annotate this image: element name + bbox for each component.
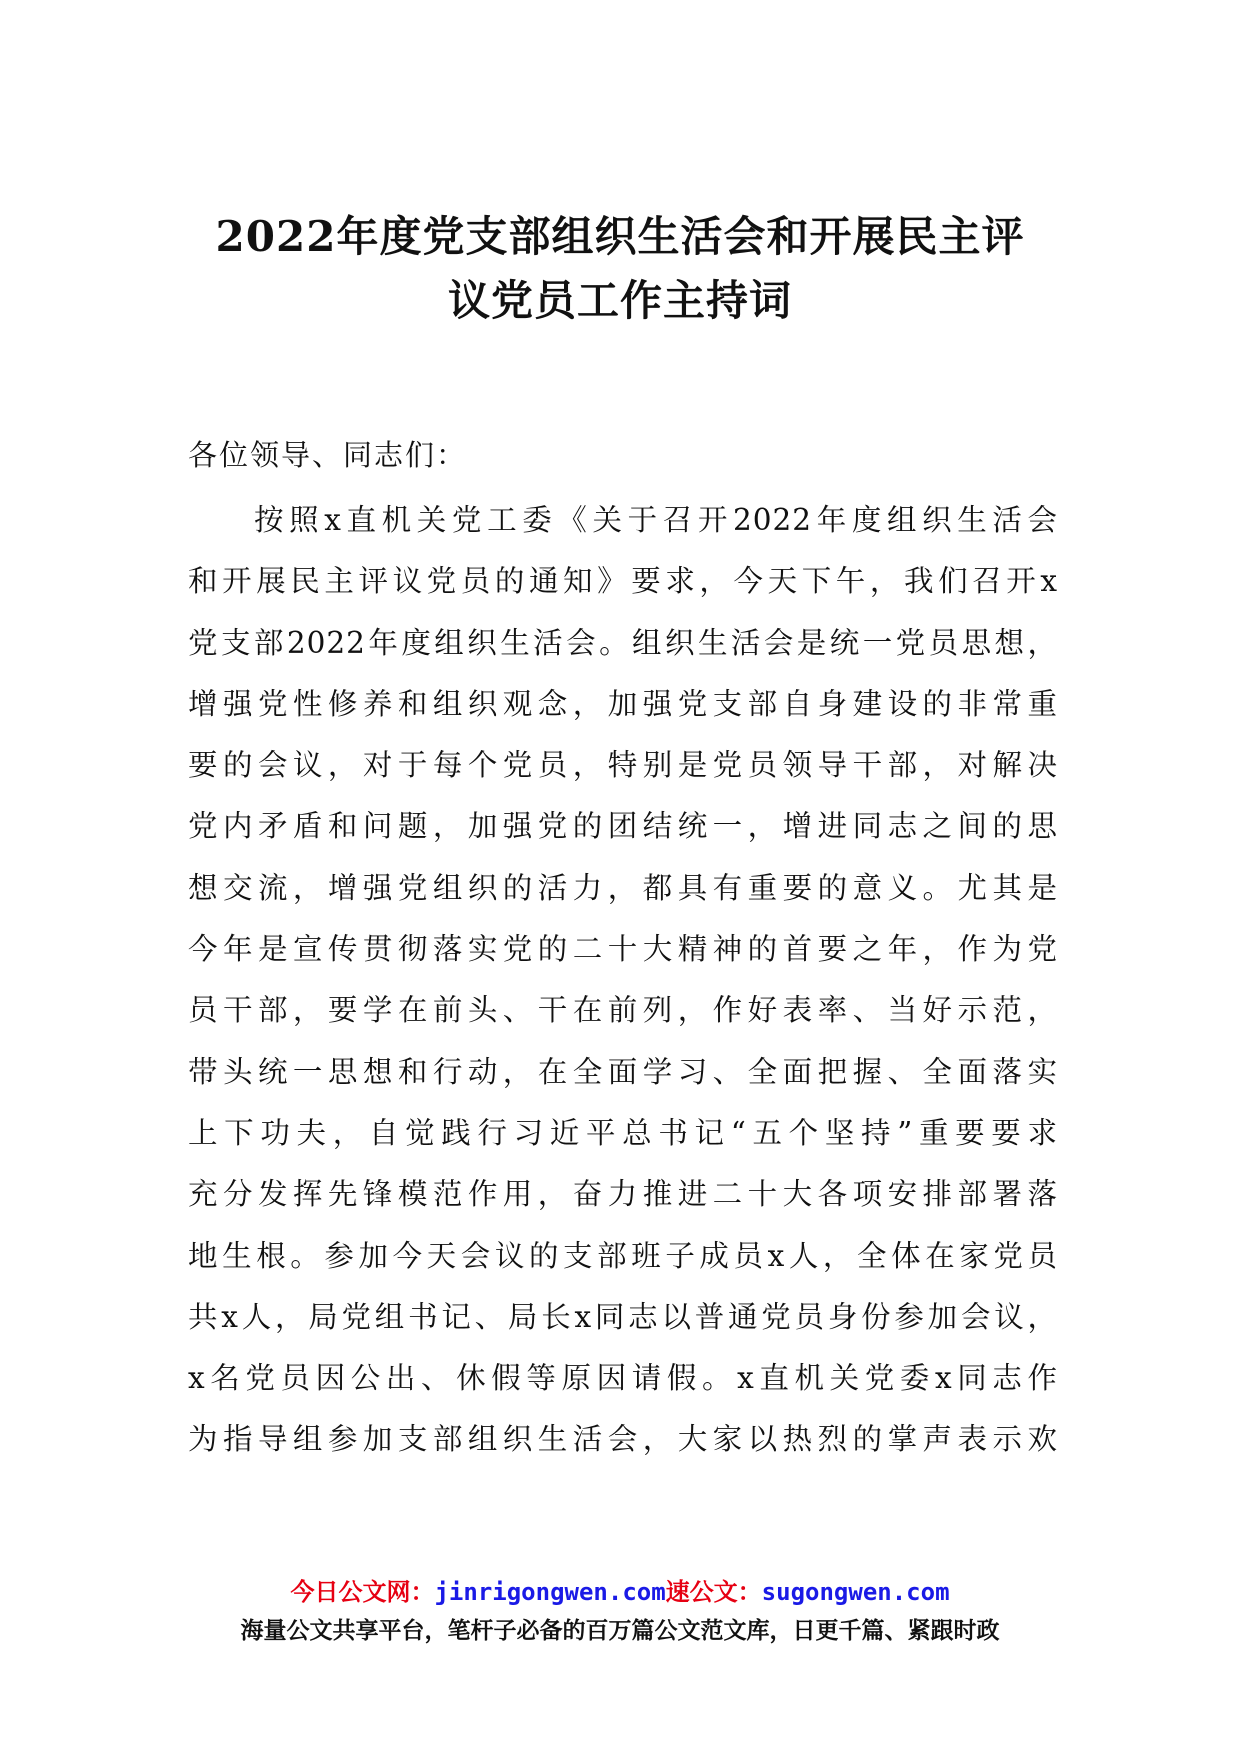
site1-label: 今日公文网： — [290, 1578, 435, 1606]
title-line-2: 议党员工作主持词 — [447, 276, 792, 325]
title-line-1: 2022年度党支部组织生活会和开展民主评 — [215, 212, 1025, 261]
body-line: 和开展民主评议党员的通知》要求，今天下午，我们召开x — [188, 564, 1058, 599]
footer-slogan: 海量公文共享平台，笔杆子必备的百万篇公文范文库，日更千篇、紧跟时政 — [240, 1618, 1000, 1644]
footer-links — [0, 1574, 1240, 1610]
body-line: 要的会议，对于每个党员，特别是党员领导干部，对解决 — [188, 748, 1058, 783]
body-line: 想交流，增强党组织的活力，都具有重要的意义。尤其是 — [188, 870, 1058, 905]
body-line: 增强党性修养和组织观念，加强党支部自身建设的非常重 — [188, 686, 1058, 721]
site2-label: 速公文： — [665, 1578, 762, 1606]
body-line: 党支部2022年度组织生活会。组织生活会是统一党员思想， — [188, 625, 1058, 660]
body-line: 今年是宣传贯彻落实党的二十大精神的首要之年，作为党 — [188, 932, 1058, 967]
footer-watermark — [0, 1574, 1240, 1650]
body-line: 党内矛盾和问题，加强党的团结统一，增进同志之间的思 — [188, 809, 1058, 844]
body-line: 上下功夫，自觉践行习近平总书记“五个坚持”重要要求 — [188, 1115, 1058, 1150]
body-line: 带头统一思想和行动，在全面学习、全面把握、全面落实 — [188, 1054, 1058, 1089]
body-line: 为指导组参加支部组织生活会，大家以热烈的掌声表示欢 — [188, 1422, 1058, 1457]
body-line: x名党员因公出、休假等原因请假。x直机关党委x同志作 — [188, 1361, 1058, 1396]
document-title — [150, 205, 1090, 333]
body-paragraph — [188, 490, 1058, 1471]
salutation: 各位领导、同志们： — [188, 438, 468, 472]
body-line: 员干部，要学在前头、干在前列，作好表率、当好示范， — [188, 993, 1058, 1028]
site2-url-link[interactable]: sugongwen.com — [761, 1578, 950, 1606]
site1-url-link[interactable]: jinrigongwen.com — [434, 1578, 666, 1606]
body-line: 共x人，局党组书记、局长x同志以普通党员身份参加会议， — [188, 1299, 1058, 1334]
body-line: 地生根。参加今天会议的支部班子成员x人，全体在家党员 — [188, 1238, 1058, 1273]
body-line: 充分发挥先锋模范作用，奋力推进二十大各项安排部署落 — [188, 1177, 1058, 1212]
body-line: 按照x直机关党工委《关于召开2022年度组织生活会 — [254, 503, 1058, 537]
